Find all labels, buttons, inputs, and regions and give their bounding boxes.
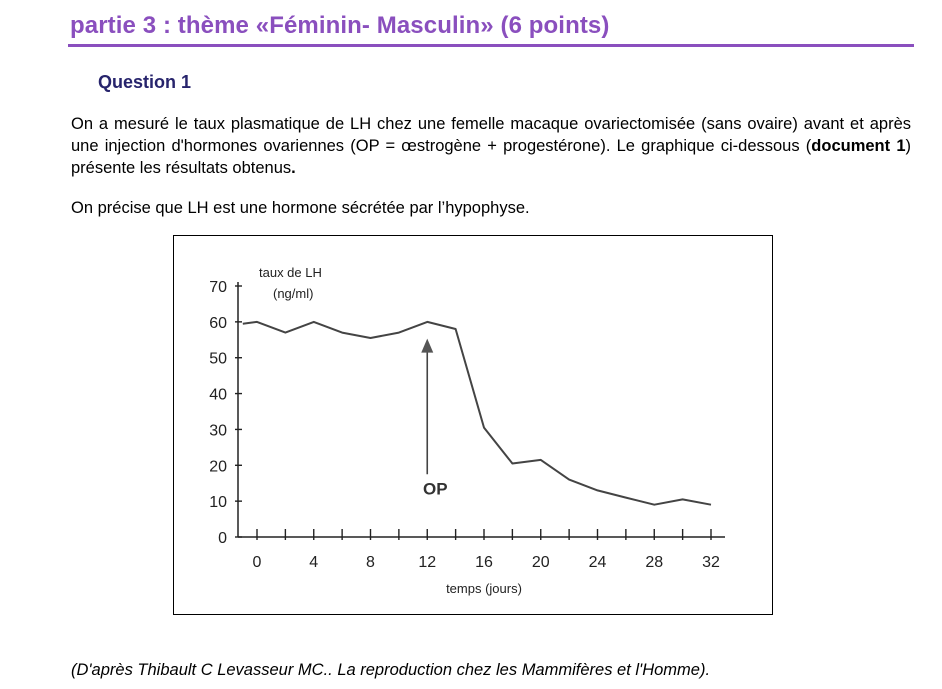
x-tick-label: 8 [366, 554, 375, 571]
paragraph-1-text-b: ) présente les résultats obtenus [71, 137, 911, 177]
document-reference: document 1 [811, 137, 906, 155]
document-1-figure [173, 235, 773, 615]
question-paragraph-1 [71, 113, 911, 179]
y-tick-label: 50 [209, 350, 227, 368]
x-tick-label: 24 [588, 554, 607, 571]
source-citation: (D'après Thibault C Levasseur MC.. La reproduction chez les Mammifères et l'Homme). [71, 661, 711, 679]
y-tick-label: 70 [209, 279, 227, 296]
title-underline [68, 44, 914, 47]
paragraph-1-text-a: On a mesuré le taux plasmatique de LH chez une femelle macaque ovariectomisée (sans ovaire) avant et après une injection d'hormones ovariennes (OP = œstrogène + progestérone). Le graphique ci-dessous ( [71, 115, 911, 155]
x-tick-label: 16 [475, 554, 493, 571]
x-tick-label: 12 [418, 554, 437, 571]
y-tick-label: 60 [209, 314, 227, 332]
y-tick-label: 10 [209, 494, 227, 512]
y-tick-label: 0 [218, 530, 227, 547]
x-axis-title: temps (jours) [446, 581, 522, 596]
question-paragraph-2: On précise que LH est une hormone sécrétée par l’hypophyse. [71, 199, 530, 217]
y-tick-label: 40 [209, 386, 227, 404]
question-heading: Question 1 [98, 72, 192, 92]
y-axis-title-line1: taux de LH [259, 265, 322, 280]
x-tick-label: 28 [645, 554, 664, 571]
x-tick-label: 0 [252, 554, 262, 571]
y-tick-label: 20 [209, 458, 227, 476]
x-tick-label: 20 [531, 554, 550, 571]
lh-series-line [243, 322, 711, 505]
x-tick-label: 4 [309, 554, 319, 571]
y-axis-title-line2: (ng/ml) [273, 286, 314, 301]
op-arrow-head [421, 339, 433, 353]
y-tick-label: 30 [209, 422, 227, 440]
paragraph-1-period: . [291, 159, 296, 177]
x-tick-label: 32 [702, 554, 720, 571]
lh-chart [174, 236, 772, 614]
section-title: partie 3 : thème «Féminin- Masculin» (6 points) [70, 12, 610, 39]
op-annotation-label: OP [422, 479, 448, 499]
